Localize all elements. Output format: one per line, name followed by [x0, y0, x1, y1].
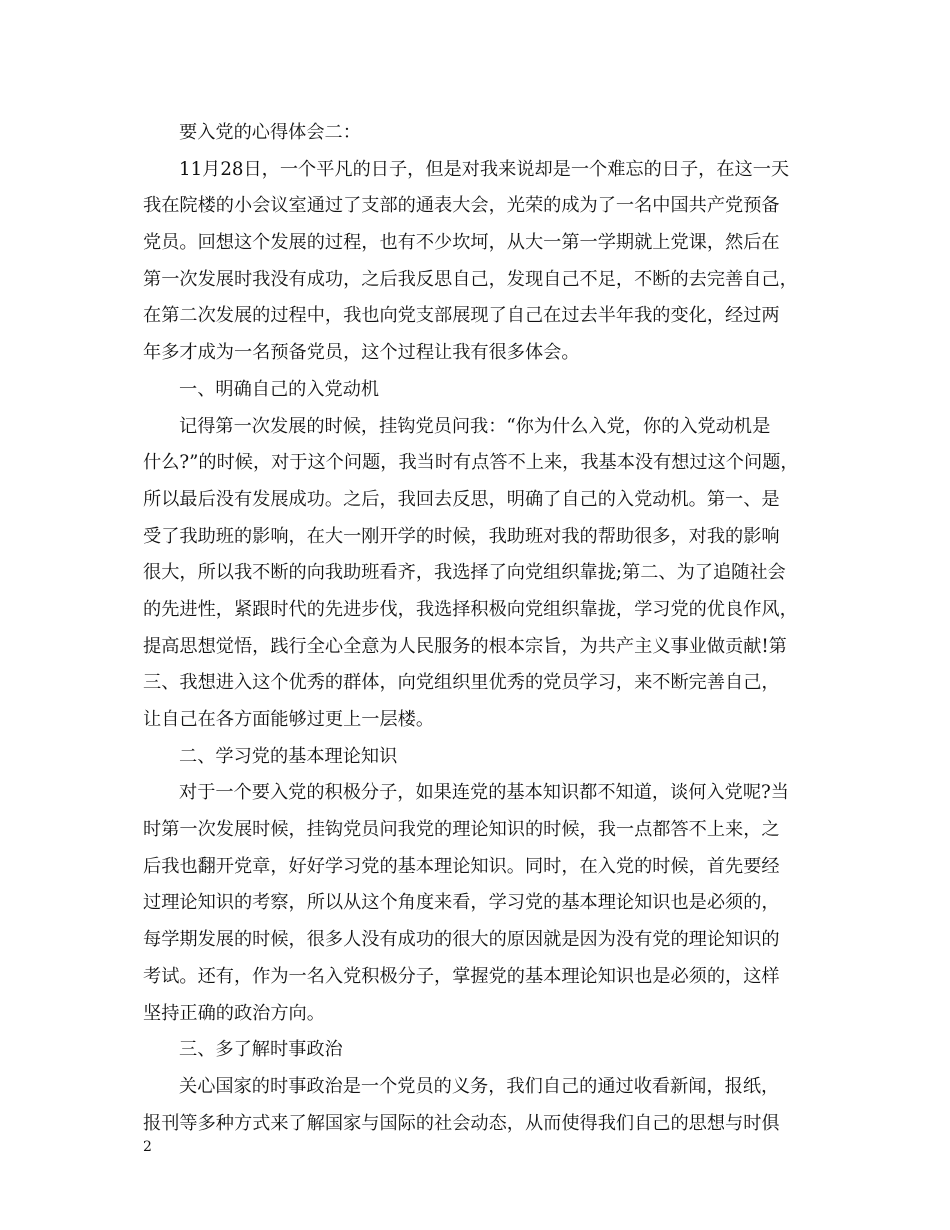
text-line: 我在院楼的小会议室通过了支部的通表大会，光荣的成为了一名中国共产党预备 [143, 195, 780, 217]
text-line: 每学期发展的时候，很多人没有成功的很大的原因就是因为没有党的理论知识的 [143, 929, 780, 951]
text-line: 受了我助班的影响，在大一刚开学的时候，我助班对我的帮助很多，对我的影响 [143, 525, 780, 547]
text-line: 所以最后没有发展成功。之后，我回去反思，明确了自己的入党动机。第一、是 [143, 488, 780, 510]
text-line: 党员。回想这个发展的过程，也有不少坎坷，从大一第一学期就上党课，然后在 [143, 232, 780, 254]
text-line: 很大，所以我不断的向我助班看齐，我选择了向党组织靠拢;第二、为了追随社会 [143, 562, 786, 584]
text-line: 在第二次发展的过程中，我也向党支部展现了自己在过去半年我的变化，经过两 [143, 305, 780, 327]
text-line: 提高思想觉悟，践行全心全意为人民服务的根本宗旨，为共产主义事业做贡献!第 [143, 635, 787, 657]
text-line: 三、多了解时事政治 [179, 1039, 343, 1061]
text-line: 对于一个要入党的积极分子，如果连党的基本知识都不知道，谈何入党呢?当 [179, 782, 789, 804]
text-line: 什么?”的时候，对于这个问题，我当时有点答不上来，我基本没有想过这个问题， [143, 452, 799, 474]
text-line: 记得第一次发展的时候，挂钩党员问我：“你为什么入党，你的入党动机是 [179, 415, 771, 437]
text-line: 过理论知识的考察，所以从这个角度来看，学习党的基本理论知识也是必须的， [143, 892, 780, 914]
document-body [143, 115, 813, 1142]
text-line: 考试。还有，作为一名入党积极分子，掌握党的基本理论知识也是必须的，这样 [143, 965, 780, 987]
text-line: 11月28日，一个平凡的日子，但是对我来说却是一个难忘的日子，在这一天 [179, 158, 790, 180]
text-line: 时第一次发展时候，挂钩党员问我党的理论知识的时候，我一点都答不上来，之 [143, 819, 780, 841]
text-line: 年多才成为一名预备党员，这个过程让我有很多体会。 [143, 342, 580, 364]
text-line: 坚持正确的政治方向。 [143, 1002, 325, 1024]
text-line: 三、我想进入这个优秀的群体，向党组织里优秀的党员学习，来不断完善自己， [143, 672, 780, 694]
text-line: 二、学习党的基本理论知识 [179, 745, 398, 767]
text-line: 让自己在各方面能够过更上一层楼。 [143, 709, 435, 730]
text-line: 关心国家的时事政治是一个党员的义务，我们自己的通过收看新闻，报纸， [179, 1075, 780, 1097]
page-number: 2 [143, 1139, 152, 1155]
text-line: 的先进性，紧跟时代的先进步伐，我选择积极向党组织靠拢，学习党的优良作风， [143, 598, 798, 620]
text-line: 后我也翻开党章，好好学习党的基本理论知识。同时，在入党的时候，首先要经 [143, 855, 780, 877]
text-line: 第一次发展时我没有成功，之后我反思自己，发现自己不足，不断的去完善自己， [143, 268, 798, 290]
text-line: 一、明确自己的入党动机 [179, 378, 380, 400]
text-line: 要入党的心得体会二： [179, 122, 361, 143]
text-line: 报刊等多种方式来了解国家与国际的社会动态，从而使得我们自己的思想与时俱 [143, 1112, 780, 1134]
